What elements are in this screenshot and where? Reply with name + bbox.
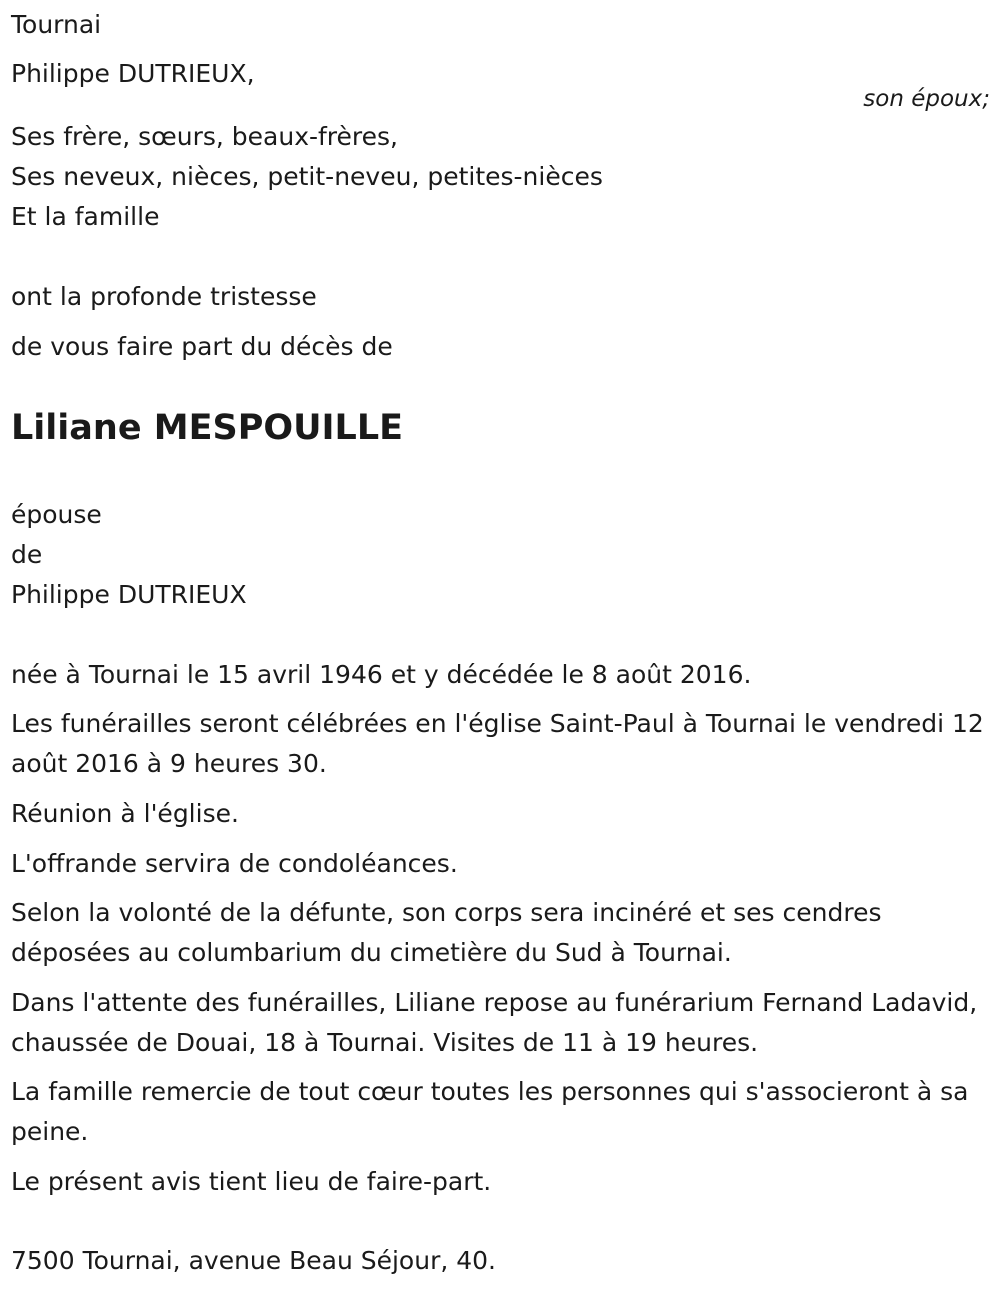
funerarium-paragraph: Dans l'attente des funérailles, Liliane repose au funérarium Fernand Ladavid, chaussée de Douai, 18 à Tournai. Visites de 11 à 19 heures.: [11, 988, 978, 1057]
announcement-line-1: ont la profonde tristesse: [11, 282, 317, 311]
offering-line: L'offrande servira de condoléances.: [11, 849, 458, 878]
funeral-paragraph: Les funérailles seront célébrées en l'église Saint-Paul à Tournai le vendredi 12 août 2016 à 9 heures 30.: [11, 709, 984, 778]
cremation-paragraph: Selon la volonté de la défunte, son corps sera incinéré et ses cendres déposées au columbarium du cimetière du Sud à Tournai.: [11, 898, 882, 967]
family-line-3: Et la famille: [11, 202, 160, 231]
announcement-line-2: de vous faire part du décès de: [11, 332, 393, 361]
city-heading: Tournai: [11, 10, 102, 39]
family-line-1: Ses frère, sœurs, beaux-frères,: [11, 122, 398, 151]
thanks-paragraph: La famille remercie de tout cœur toutes les personnes qui s'associeront à sa peine.: [11, 1077, 969, 1146]
meeting-line: Réunion à l'église.: [11, 799, 239, 828]
spouse-role: son époux;: [863, 86, 990, 112]
relation-line-2: de: [11, 540, 43, 569]
address-line: 7500 Tournai, avenue Beau Séjour, 40.: [11, 1246, 496, 1275]
relation-line-1: épouse: [11, 500, 102, 529]
deceased-name: Liliane MESPOUILLE: [11, 408, 404, 448]
birth-death-line: née à Tournai le 15 avril 1946 et y décédée le 8 août 2016.: [11, 660, 752, 689]
family-line-2: Ses neveux, nièces, petit-neveu, petites-nièces: [11, 162, 603, 191]
spouse-name: Philippe DUTRIEUX,: [11, 59, 255, 88]
relation-line-3: Philippe DUTRIEUX: [11, 580, 247, 609]
notice-line: Le présent avis tient lieu de faire-part.: [11, 1167, 492, 1196]
